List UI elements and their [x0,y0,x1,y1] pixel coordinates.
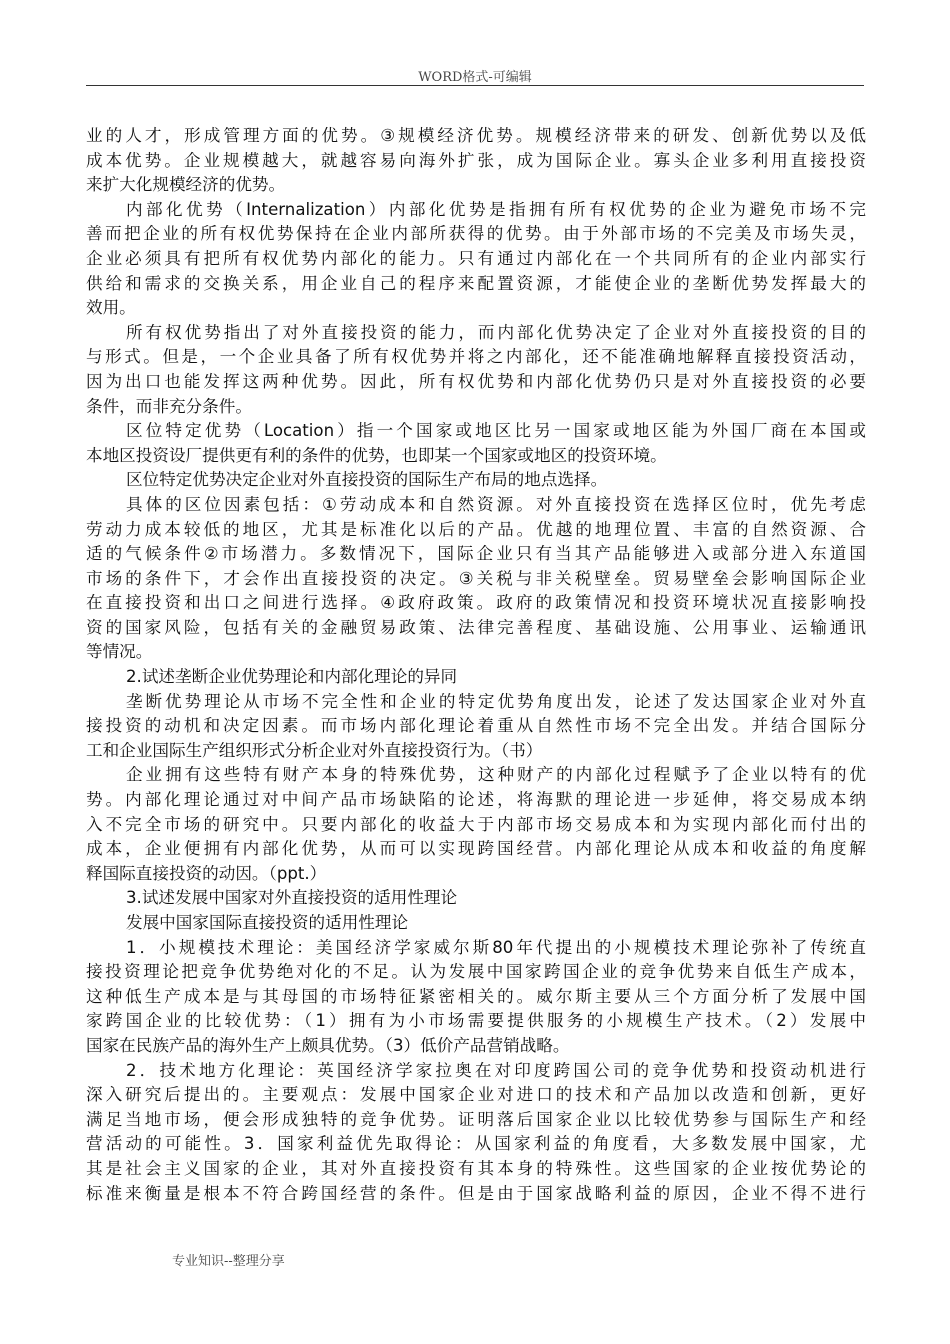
section-heading: 3.试述发展中国家对外直接投资的适用性理论 [126,888,458,908]
page-header: WORD格式-可编辑 [418,70,532,85]
text-line: 来扩大化规模经济的优势。 [86,175,286,195]
text-line: 适的气候条件②市场潜力。多数情况下，国际企业只有当其产品能够进入或部分进入东道国 [86,544,866,564]
text-line: 供给和需求的交换关系，用企业自己的程序来配置资源，才能使企业的垄断优势发挥最大的 [86,273,866,293]
text-line: 与形式。但是，一个企业具备了所有权优势并将之内部化，还不能准确地解释直接投资活动， [86,347,866,367]
page-footer: 专业知识--整理分享 [172,1254,285,1269]
text-line: 1．小规模技术理论：美国经济学家威尔斯80年代提出的小规模技术理论弥补了传统直 [126,937,866,957]
text-line: 家跨国企业的比较优势：（1）拥有为小市场需要提供服务的小规模生产技术。（2）发展中 [86,1011,866,1031]
text-line: 入不完全市场的研究中。只要内部化的收益大于内部市场交易成本和为实现内部化而付出的 [86,814,866,834]
text-line: 垄断优势理论从市场不完全性和企业的特定优势角度出发，论述了发达国家企业对外直 [126,691,866,711]
text-line: 劳动力成本较低的地区，尤其是标准化以后的产品。优越的地理位置、丰富的自然资源、合 [86,519,866,539]
text-line: 标准来衡量是根本不符合跨国经营的条件。但是由于国家战略利益的原因，企业不得不进行 [86,1183,866,1203]
text-line: 释国际直接投资的动因。（ppt.） [86,863,327,883]
text-line: 满足当地市场，便会形成独特的竞争优势。证明落后国家企业以比较优势参与国际生产和经 [86,1109,866,1129]
text-line: 业的人才，形成管理方面的优势。③规模经济优势。规模经济带来的研发、创新优势以及低 [86,126,866,145]
section-heading: 2.试述垄断企业优势理论和内部化理论的异同 [126,667,458,687]
text-line: 接投资的动机和决定因素。而市场内部化理论着重从自然性市场不完全出发。并结合国际分 [86,716,866,736]
text-line: 2．技术地方化理论：英国经济学家拉奥在对印度跨国公司的竞争优势和投资动机进行 [126,1060,866,1080]
text-line: 这种低生产成本是与其母国的市场特征紧密相关的。威尔斯主要从三个方面分析了发展中国 [86,986,866,1006]
text-line: 区位特定优势决定企业对外直接投资的国际生产布局的地点选择。 [126,470,608,490]
text-line: 成本，企业便拥有内部化优势，从而可以实现跨国经营。内部化理论从成本和收益的角度解 [86,839,866,859]
document-body [86,124,866,1206]
text-line: 内部化优势（Internalization）内部化优势是指拥有所有权优势的企业为避免市场不完 [126,199,866,219]
text-line: 其是社会主义国家的企业，其对外直接投资有其本身的特殊性。这些国家的企业按优势论的 [86,1158,866,1178]
text-line: 工和企业国际生产组织形式分析企业对外直接投资行为。（书） [86,740,543,760]
text-line: 资的国家风险，包括有关的金融贸易政策、法律完善程度、基础设施、公用事业、运输通讯 [86,617,866,637]
text-line: 具体的区位因素包括：①劳动成本和自然资源。对外直接投资在选择区位时，优先考虑 [126,494,866,514]
text-line: 效用。 [86,298,136,318]
text-line: 市场的条件下，才会作出直接投资的决定。③关税与非关税壁垒。贸易壁垒会影响国际企业 [86,568,866,588]
text-line: 深入研究后提出的。主要观点：发展中国家企业对进口的技术和产品加以改造和创新，更好 [86,1085,866,1105]
text-line: 企业拥有这些特有财产本身的特殊优势，这种财产的内部化过程赋予了企业以特有的优 [126,765,866,785]
text-line: 等情况。 [86,642,153,662]
text-line: 在直接投资和出口之间进行选择。④政府政策。政府的政策情况和投资环境状况直接影响投 [86,593,866,613]
text-line: 企业必须具有把所有权优势内部化的能力。只有通过内部化在一个共同所有的企业内部实行 [86,248,866,268]
text-line: 因为出口也能发挥这两种优势。因此，所有权优势和内部化优势仍只是对外直接投资的必要 [86,371,866,391]
subsection-heading: 发展中国家国际直接投资的适用性理论 [126,913,409,932]
text-line: 所有权优势指出了对外直接投资的能力，而内部化优势决定了企业对外直接投资的目的 [126,322,866,342]
text-line: 本地区投资设厂提供更有利的条件的优势，也即某一个国家或地区的投资环境。 [86,445,667,465]
text-line: 区位特定优势（Location）指一个国家或地区比另一国家或地区能为外国厂商在本国或 [126,421,866,441]
text-line: 善而把企业的所有权优势保持在企业内部所获得的优势。由于外部市场的不完美及市场失灵， [86,224,866,244]
text-line: 接投资理论把竞争优势绝对化的不足。认为发展中国家跨国企业的竞争优势来自低生产成本， [86,962,866,982]
header-divider [86,85,864,86]
text-line: 国家在民族产品的海外生产上颇具优势。（3）低价产品营销战略。 [86,1035,570,1055]
text-line: 条件，而非充分条件。 [86,396,252,416]
text-line: 势。内部化理论通过对中间产品市场缺陷的论述，将海默的理论进一步延伸，将交易成本纳 [86,790,866,810]
text-line: 成本优势。企业规模越大，就越容易向海外扩张，成为国际企业。寡头企业多利用直接投资 [86,150,866,170]
text-line: 营活动的可能性。3．国家利益优先取得论：从国家利益的角度看，大多数发展中国家，尤 [86,1134,866,1154]
